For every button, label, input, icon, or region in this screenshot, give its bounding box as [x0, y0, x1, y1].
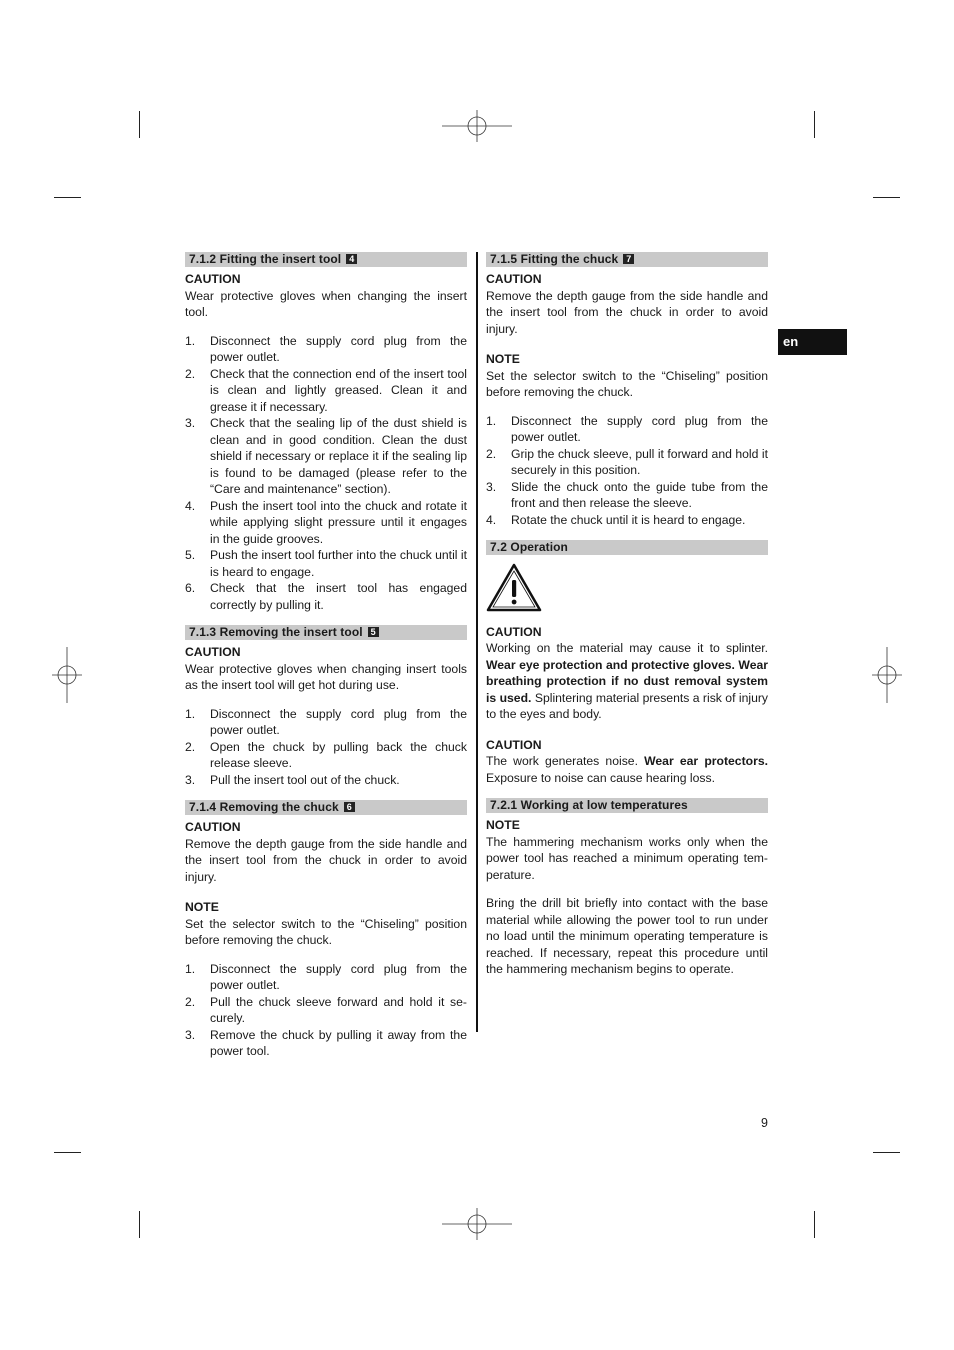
- section-heading-7-2-1: [486, 798, 768, 813]
- list-item: 3. Remove the chuck by pulling it away from the power tool.: [185, 1027, 467, 1058]
- note-text: Set the selector switch to the “Chiseling” position before removing the chuck.: [185, 916, 467, 947]
- caution-text: Remove the depth gauge from the side handle and the insert tool from the chuck in order to avoid injury.: [486, 288, 768, 336]
- crop-mark: [814, 111, 815, 138]
- caution-text: Wear protective gloves when changing the insert tool.: [185, 288, 467, 319]
- section-title: 7.1.2 Fitting the insert tool: [189, 252, 342, 266]
- section-heading-7-2: [486, 540, 768, 555]
- registration-mark-icon: [442, 1204, 512, 1244]
- right-column: [486, 252, 768, 978]
- section-heading-7-1-5: [486, 252, 768, 267]
- steps-list: [185, 333, 467, 614]
- list-item: 1. Disconnect the supply cord plug from the power outlet.: [185, 333, 467, 364]
- crop-mark: [54, 1152, 81, 1153]
- list-item: 1. Disconnect the supply cord plug from the power outlet.: [185, 706, 467, 737]
- steps-list: [185, 706, 467, 789]
- steps-list: [185, 961, 467, 1060]
- list-item: 3. Check that the sealing lip of the dust shield is clean and in good condition. Clean the dust shield if necessary or replace it if the sealing lip is found to be damaged (please refer to the “Care and maintenance” section).: [185, 416, 467, 496]
- caution-label: CAUTION: [486, 624, 542, 639]
- list-item: 2. Grip the chuck sleeve, pull it forward and hold it securely in this position.: [486, 446, 768, 477]
- caution-text: Wear protective gloves when changing insert tools as the insert tool will get hot during use.: [185, 661, 467, 692]
- list-item: 3. Slide the chuck onto the guide tube from the front and then release the sleeve.: [486, 479, 768, 510]
- column-divider: [476, 252, 478, 1032]
- note-label: NOTE: [486, 352, 520, 366]
- caution-label: CAUTION: [185, 645, 241, 659]
- note-text: Set the selector switch to the “Chiseling” position before removing the chuck.: [486, 368, 768, 399]
- list-item: 1. Disconnect the supply cord plug from the power outlet.: [486, 413, 768, 444]
- crop-mark: [54, 197, 81, 198]
- list-item: 4. Rotate the chuck until it is heard to engage.: [486, 512, 746, 527]
- list-item: 3. Pull the insert tool out of the chuck.: [185, 772, 400, 787]
- section-title: 7.2 Operation: [490, 540, 568, 554]
- caution-label: CAUTION: [486, 272, 542, 286]
- list-item: 2. Open the chuck by pulling back the chuck release sleeve.: [185, 739, 467, 770]
- language-tab: en: [778, 329, 847, 355]
- section-title: 7.1.3 Removing the insert tool: [189, 625, 363, 639]
- note-label: NOTE: [185, 900, 219, 914]
- caution-text: The work generates noise. Wear ear protectors. Exposure to noise can cause hearing loss.: [486, 754, 768, 785]
- crop-mark: [139, 1211, 140, 1238]
- section-heading-7-1-4: [185, 800, 467, 815]
- crop-mark: [814, 1211, 815, 1238]
- caution-text: Remove the depth gauge from the side handle and the insert tool from the chuck in order to avoid injury.: [185, 836, 467, 884]
- section-title: 7.1.4 Removing the chuck: [189, 800, 339, 814]
- crop-mark: [873, 1152, 900, 1153]
- registration-mark-icon: [442, 106, 512, 146]
- steps-list: [486, 413, 768, 529]
- caution-label: CAUTION: [486, 737, 542, 752]
- list-item: 6. Check that the insert tool has engaged correctly by pulling it.: [185, 581, 467, 612]
- section-title: 7.2.1 Working at low temperatures: [490, 798, 688, 812]
- registration-mark-icon: [872, 645, 902, 705]
- figure-ref: 7: [623, 254, 634, 264]
- page-number: 9: [761, 1116, 768, 1130]
- list-item: 5. Push the insert tool further into the chuck until it is heard to engage.: [185, 548, 467, 579]
- note-text: The hammering mechanism works only when the power tool has reached a minimum operating tem-perature.: [486, 834, 768, 882]
- section-heading-7-1-3: [185, 625, 467, 640]
- list-item: 1. Disconnect the supply cord plug from the power outlet.: [185, 961, 467, 992]
- list-item: 4. Push the insert tool into the chuck and rotate it while applying slight pressure until it engages in the guide grooves.: [185, 498, 467, 546]
- crop-mark: [873, 197, 900, 198]
- section-heading-7-1-2: [185, 252, 467, 267]
- list-item: 2. Check that the connection end of the insert tool is clean and lightly greased. Clean it and grease it if necessary.: [185, 366, 467, 414]
- registration-mark-icon: [52, 645, 82, 705]
- left-column: [185, 252, 467, 1060]
- figure-ref: 5: [368, 627, 379, 637]
- caution-label: CAUTION: [185, 272, 241, 286]
- figure-ref: 6: [344, 802, 355, 812]
- section-title: 7.1.5 Fitting the chuck: [490, 252, 619, 266]
- crop-mark: [139, 111, 140, 138]
- warning-triangle-icon: [486, 563, 542, 613]
- note-label: NOTE: [486, 818, 520, 832]
- figure-ref: 4: [346, 254, 357, 264]
- body-paragraph: Bring the drill bit briefly into contact with the base material while allowing the power tool to run under no load until the minimum operating temperature is reached. If necessary, repeat this procedure until the hammering mechanism begins to operate.: [486, 896, 768, 976]
- list-item: 2. Pull the chuck sleeve forward and hold it se-curely.: [185, 994, 467, 1025]
- caution-text: Working on the material may cause it to splinter. Wear eye protection and protective gloves. Wear breathing protection if no dust removal system is used. Splintering material presents a risk of injury to the eyes and body.: [486, 641, 769, 721]
- caution-label: CAUTION: [185, 820, 241, 834]
